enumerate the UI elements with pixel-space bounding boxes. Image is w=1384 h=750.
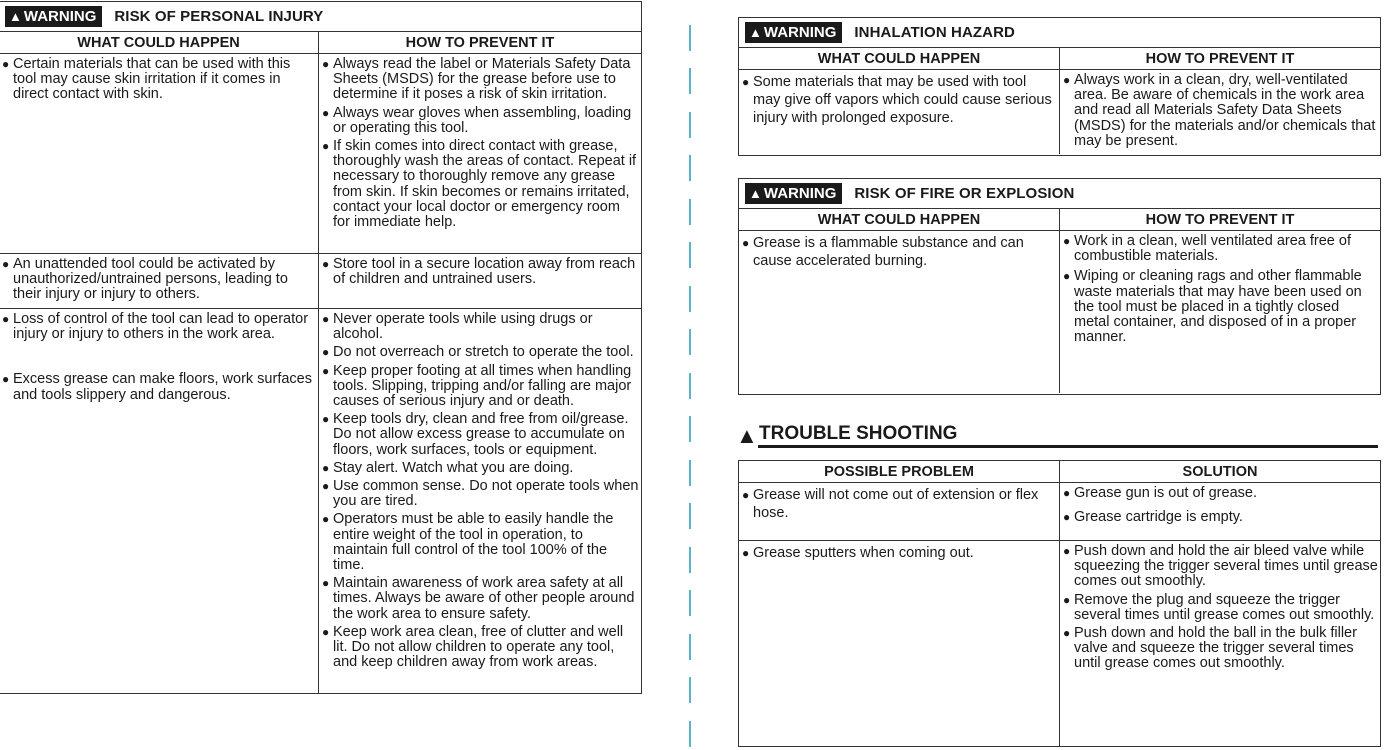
bullet-text: Keep tools dry, clean and free from oil/grease. Do not allow excess grease to accumulate on floors, work surfaces, tools or equipment. xyxy=(333,411,629,458)
section-title: INHALATION HAZARD xyxy=(854,24,1015,41)
section-title: RISK OF PERSONAL INJURY xyxy=(114,8,324,25)
col-what-could-happen: WHAT COULD HAPPEN xyxy=(739,48,1060,69)
prevention-cell xyxy=(1060,231,1380,393)
bullet-icon: ● xyxy=(322,512,330,527)
bullet-item xyxy=(742,234,1057,270)
bullet-icon: ● xyxy=(322,57,330,71)
hazard-cell xyxy=(0,254,319,308)
bullet-icon: ● xyxy=(742,488,750,502)
table-row xyxy=(739,70,1380,154)
bullet-icon: ● xyxy=(322,139,330,154)
inhalation-titlebar xyxy=(739,18,1380,48)
troubleshooting-heading xyxy=(736,423,1381,449)
bullet-icon: ● xyxy=(1063,592,1071,607)
warning-badge-label: WARNING xyxy=(23,8,97,25)
heading-underline xyxy=(758,445,1378,448)
bullet-item xyxy=(1063,234,1378,264)
bullet-icon: ● xyxy=(322,479,330,494)
bullet-icon: ● xyxy=(2,257,10,271)
bullet-item xyxy=(1063,510,1378,525)
bullet-icon: ● xyxy=(742,236,750,250)
personal-injury-table xyxy=(0,1,642,694)
bullet-text: Store tool in a secure location away from reach of children and untrained users. xyxy=(333,256,636,288)
bullet-icon: ● xyxy=(742,546,750,560)
bullet-icon: ● xyxy=(1063,234,1071,248)
warning-badge xyxy=(5,6,102,27)
bullet-text: Wiping or cleaning rags and other flammable waste materials that may have been used on the tool must be placed in a tightly closed metal container, and disposed of in a proper manner. xyxy=(1074,268,1362,346)
warning-icon: ▲ xyxy=(9,9,22,24)
hazard-cell xyxy=(739,70,1060,154)
col-how-to-prevent: HOW TO PREVENT IT xyxy=(1145,51,1295,67)
bullet-icon: ● xyxy=(322,624,330,639)
bullet-icon: ● xyxy=(1063,73,1071,87)
bullet-icon: ● xyxy=(322,576,330,591)
caution-icon: ▲ xyxy=(736,423,758,448)
bullet-item xyxy=(742,486,1057,522)
bullet-icon: ● xyxy=(322,312,330,326)
bullet-item xyxy=(2,257,316,303)
prevention-cell xyxy=(1060,70,1380,154)
fire-titlebar xyxy=(739,179,1380,209)
bullet-item xyxy=(322,625,639,671)
column-headers xyxy=(0,32,641,54)
bullet-text: Grease is a flammable substance and can cause accelerated burning. xyxy=(753,235,1024,269)
bullet-text: Push down and hold the ball in the bulk filler valve and squeeze the trigger several times until grease comes out smoothly. xyxy=(1074,625,1357,672)
bullet-text: An unattended tool could be activated by unauthorized/untrained persons, leading to their injury or injury to others. xyxy=(13,256,288,303)
bullet-icon: ● xyxy=(2,312,10,326)
table-row xyxy=(739,231,1380,393)
bullet-icon: ● xyxy=(1063,544,1071,558)
warning-icon: ▲ xyxy=(749,25,762,40)
bullet-text: Use common sense. Do not operate tools when you are tired. xyxy=(333,478,639,510)
bullet-item xyxy=(322,106,639,136)
bullet-icon: ● xyxy=(1063,486,1071,500)
table-body xyxy=(0,54,641,693)
column-headers xyxy=(739,48,1380,70)
warning-badge-label: WARNING xyxy=(763,185,837,202)
bullet-text: Never operate tools while using drugs or alcohol. xyxy=(333,311,593,343)
bullet-icon: ● xyxy=(2,57,10,71)
bullet-item xyxy=(742,73,1057,127)
bullet-text: Some materials that may be used with tool may give off vapors which could cause serious injury with prolonged exposure. xyxy=(753,74,1052,126)
table-body xyxy=(739,70,1380,154)
bullet-icon: ● xyxy=(322,257,330,271)
prevention-cell xyxy=(1060,483,1380,540)
prevention-cell xyxy=(319,54,641,253)
bullet-text: Stay alert. Watch what you are doing. xyxy=(333,459,574,476)
hazard-cell xyxy=(0,54,319,253)
bullet-item xyxy=(322,512,639,573)
prevention-cell xyxy=(1060,541,1380,746)
bullet-item xyxy=(2,372,316,402)
bullet-text: Operators must be able to easily handle the entire weight of the tool in operation, to maintain full control of the tool 100% of the time. xyxy=(333,511,614,574)
table-row xyxy=(739,541,1380,746)
bullet-text: Always read the label or Materials Safety Data Sheets (MSDS) for the grease before use to determine if it poses a risk of skin irritation. xyxy=(333,56,631,103)
table-row xyxy=(0,254,641,309)
bullet-item xyxy=(322,412,639,458)
bullet-item xyxy=(1063,593,1378,623)
col-possible-problem: POSSIBLE PROBLEM xyxy=(739,461,1060,482)
column-headers xyxy=(739,209,1380,231)
bullet-item xyxy=(322,257,639,287)
bullet-item xyxy=(742,544,1057,562)
bullet-text: Always work in a clean, dry, well-ventilated area. Be aware of chemicals in the work area and read all Materials Safety Data Sheets (MSDS) for the materials and/or chemicals that may be present. xyxy=(1074,72,1376,149)
bullet-item xyxy=(322,312,639,342)
inhalation-hazard-table xyxy=(738,17,1381,156)
bullet-item xyxy=(1063,544,1378,590)
warning-icon: ▲ xyxy=(749,186,762,201)
troubleshooting-title: TROUBLE SHOOTING xyxy=(759,423,958,444)
personal-injury-titlebar xyxy=(0,2,641,32)
bullet-text: Keep proper footing at all times when handling tools. Slipping, tripping and/or falling are major causes of serious injury and or death. xyxy=(333,362,632,410)
bullet-item xyxy=(322,576,639,622)
prevention-cell xyxy=(319,254,641,308)
bullet-text: Excess grease can make floors, work surfaces and tools slippery and dangerous. xyxy=(13,371,312,403)
section-title: RISK OF FIRE OR EXPLOSION xyxy=(854,185,1075,202)
warning-badge xyxy=(745,22,842,43)
bullet-text: Certain materials that can be used with this tool may cause skin irritation if it comes in direct contact with skin. xyxy=(13,56,291,103)
col-how-to-prevent: HOW TO PREVENT IT xyxy=(405,35,555,51)
col-what-could-happen: WHAT COULD HAPPEN xyxy=(739,209,1060,230)
table-body xyxy=(739,231,1380,393)
col-what-could-happen: WHAT COULD HAPPEN xyxy=(0,32,319,53)
bullet-item xyxy=(322,364,639,410)
bullet-text: Grease cartridge is empty. xyxy=(1074,509,1243,526)
hazard-cell xyxy=(739,541,1060,746)
bullet-item xyxy=(1063,269,1378,345)
hazard-cell xyxy=(739,231,1060,393)
bullet-icon: ● xyxy=(1063,510,1071,525)
bullet-icon: ● xyxy=(322,345,330,360)
bullet-text: Loss of control of the tool can lead to operator injury or injury to others in the work area. xyxy=(13,311,309,343)
bullet-icon: ● xyxy=(322,412,330,427)
bullet-item xyxy=(1063,73,1378,149)
col-how-to-prevent: HOW TO PREVENT IT xyxy=(1145,212,1295,228)
bullet-text: Maintain awareness of work area safety at all times. Always be aware of other people around the work area to ensure safety. xyxy=(333,575,635,622)
hazard-cell xyxy=(739,483,1060,540)
bullet-icon: ● xyxy=(1063,269,1071,284)
bullet-item xyxy=(1063,486,1378,501)
bullet-item xyxy=(322,139,639,230)
col-solution: SOLUTION xyxy=(1182,464,1258,480)
bullet-icon: ● xyxy=(2,372,10,387)
fire-explosion-table xyxy=(738,178,1381,395)
bullet-text: Grease will not come out of extension or flex hose. xyxy=(753,487,1039,521)
troubleshooting-table xyxy=(738,460,1381,747)
bullet-icon: ● xyxy=(1063,626,1071,641)
bullet-item xyxy=(322,461,639,476)
hazard-cell xyxy=(0,309,319,693)
bullet-text: Keep work area clean, free of clutter and well lit. Do not allow children to operate any tool, and keep children away from work areas. xyxy=(333,623,624,671)
table-body xyxy=(739,483,1380,746)
bullet-item xyxy=(2,312,316,342)
bullet-icon: ● xyxy=(322,105,330,120)
table-row xyxy=(739,483,1380,541)
warning-badge-label: WARNING xyxy=(763,24,837,41)
bullet-text: Grease sputters when coming out. xyxy=(753,545,974,561)
column-headers xyxy=(739,461,1380,483)
bullet-icon: ● xyxy=(322,460,330,475)
bullet-item xyxy=(322,57,639,103)
bullet-icon: ● xyxy=(322,363,330,378)
bullet-text: Push down and hold the air bleed valve while squeezing the trigger several times until grease comes out smoothly. xyxy=(1074,543,1378,590)
bullet-text: Remove the plug and squeeze the trigger several times until grease comes out smoothly. xyxy=(1074,591,1375,623)
bullet-text: Grease gun is out of grease. xyxy=(1074,485,1257,501)
table-row xyxy=(0,54,641,254)
prevention-cell xyxy=(319,309,641,693)
warning-badge xyxy=(745,183,842,204)
bullet-item xyxy=(2,57,316,103)
bullet-item xyxy=(322,479,639,509)
bullet-item xyxy=(1063,626,1378,672)
bullet-icon: ● xyxy=(742,75,750,89)
bullet-text: If skin comes into direct contact with grease, thoroughly wash the areas of contact. Repeat if necessary to thoroughly remove any grease from skin. If skin becomes or remains irritated, contact your local doctor or emergency room for immediate help. xyxy=(333,138,637,231)
bullet-item xyxy=(322,345,639,360)
bullet-text: Always wear gloves when assembling, loading or operating this tool. xyxy=(333,104,632,136)
bullet-text: Do not overreach or stretch to operate the tool. xyxy=(333,344,634,361)
table-row xyxy=(0,309,641,693)
bullet-text: Work in a clean, well ventilated area free of combustible materials. xyxy=(1074,233,1351,265)
